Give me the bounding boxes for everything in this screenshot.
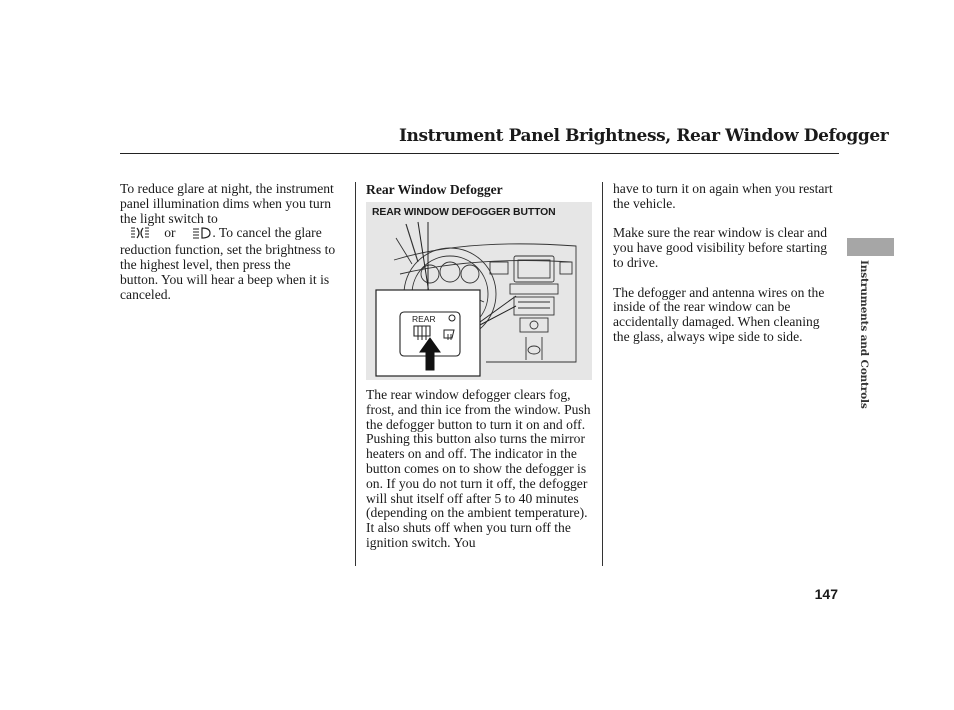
title-divider <box>120 153 839 154</box>
section-tab <box>847 238 894 256</box>
column-divider <box>355 182 356 566</box>
figure-caption: REAR WINDOW DEFOGGER BUTTON <box>372 207 556 218</box>
defogger-heading: Rear Window Defogger <box>366 182 503 197</box>
page-title: Instrument Panel Brightness, Rear Window Defogger <box>399 126 889 146</box>
wires-paragraph: The defogger and antenna wires on the inside of the rear window can be accidentally damaged. When cleaning the glass, always wipe side to side. <box>613 284 825 344</box>
restart-paragraph: have to turn it on again when you restart the vehicle. <box>613 181 833 211</box>
headlight-icon <box>192 227 212 243</box>
column-divider <box>602 182 603 566</box>
defogger-paragraph: The rear window defogger clears fog, frost, and thin ice from the window. Push the defogger button to turn it on and off. Pushing this button also turns the mirror heaters on and off. The indicator in the button comes on to show the defogger is on. If you do not turn it off, the defogger will shut itself off after 5 to 40 minutes (depending on the ambient temperature). It also shuts off when you turn off the ignition switch. You <box>366 387 591 550</box>
parking-light-icon <box>129 227 151 243</box>
brightness-text-1: To reduce glare at night, the instrument panel illumination dims when you turn the light switch to <box>120 181 334 226</box>
dashboard-illustration <box>366 202 592 380</box>
brightness-text-2: . To cancel the glare reduction function, set the brightness to the highest level, then press the <box>120 225 336 272</box>
brightness-text-3: button. You will hear a beep when it is canceled. <box>120 271 330 302</box>
visibility-paragraph: Make sure the rear window is clear and you have good visibility before starting to drive. <box>613 225 828 270</box>
defogger-continued <box>613 182 838 345</box>
section-tab-label: Instruments and Controls <box>858 260 870 409</box>
or-text: or <box>164 225 176 241</box>
brightness-paragraph <box>120 182 345 302</box>
page-number: 147 <box>814 586 838 602</box>
rear-button-label: REAR <box>412 314 436 324</box>
